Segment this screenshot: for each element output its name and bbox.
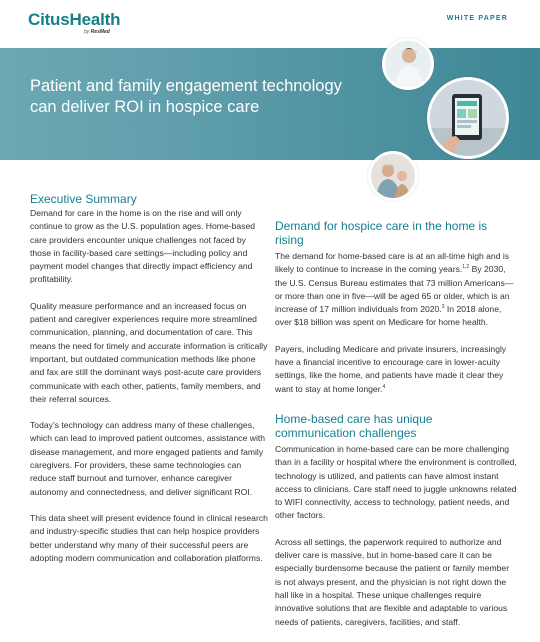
logo-subtitle — [84, 29, 110, 35]
communication-section-heading — [275, 412, 517, 440]
logo-brand: ResMed — [90, 29, 110, 35]
tablet-photo-illustration — [430, 80, 506, 156]
demand-paragraph-2 — [275, 343, 517, 396]
photo-family-circle — [368, 151, 418, 201]
summary-paragraph-2: Quality measure performance and an increased focus on patient and caregiver experiences require more streamlined communication, planning, and documentation of care. This means the need for timely and accurate information is critically important, but outdated communication methods like phone and fax are still the dominant ways post-acute care providers communicate with each other, patients, family members, and their referral sources. — [30, 300, 268, 404]
footnote-ref: 1,2 — [462, 264, 470, 271]
left-column — [30, 192, 268, 578]
demand-text-c: In 2018 alone, over $18 billion was spent on Medicare for home health. — [275, 304, 502, 328]
citushealth-logo — [28, 10, 121, 35]
summary-paragraph-1: Demand for care in the home is on the rise and will only continue to grow as the U.S. population ages. Home-based care providers encounter unique challenges not faced by those in facility-based care settings—including policy and payment model changes that directly impact efficiency and profitability. — [30, 208, 256, 285]
heading-line-2: communication challenges — [275, 425, 417, 440]
logo-by: by — [84, 29, 90, 35]
caregiver-photo-illustration — [385, 41, 431, 87]
title-line-2: can deliver ROI in hospice care — [30, 98, 260, 116]
heading-line-1: Home-based care has unique — [275, 411, 433, 426]
summary-paragraph-3: Today’s technology can address many of these challenges, which can lead to improved patient outcomes, assistance with disease management, and more engaged patients and family caregivers. For providers, these same technologies can reduce staff burnout and turnover, enhance caregiver autonomy and connectedness, and deliver significant ROI. — [30, 420, 266, 497]
logo-text: CitusHealth — [28, 10, 121, 29]
document-type-label: WHITE PAPER — [446, 15, 508, 22]
page-header — [0, 0, 540, 48]
demand-section-heading: Demand for hospice care in the home is rising — [275, 219, 488, 247]
communication-paragraph-2: Across all settings, the paperwork required to authorize and deliver care is massive, but in home-based care it can be especially burdensome because the patient or family member is not always present, and the physician is not right down the hall like in a hospital. These unique challenges require innovative solutions that are flexible and adaptable to various needs of patients, caregivers, facilities, and staff. — [275, 536, 510, 627]
payers-text: Payers, including Medicare and private insurers, increasingly have a financial incentive to encourage care in lower-acuity settings, like the home, and patients have made it clear they want to stay at home longer. — [275, 343, 507, 394]
photo-caregiver-circle — [382, 38, 434, 90]
executive-summary-heading: Executive Summary — [30, 192, 137, 206]
communication-paragraph-1: Communication in home-based care can be more challenging than in a facility or hospital where the environment is controlled, technology is utilized, and patients can have almost instant access to clinicians. Care staff need to juggle unknowns related to WIFI connectivity, access to technology, patient needs, and other factors. — [275, 443, 517, 521]
footnote-ref: 4 — [382, 383, 386, 390]
summary-paragraph-4: This data sheet will present evidence found in clinical research and industry-specific studies that can help hospice providers better understand why many of their successful peers are adopting modern communication and collaboration platforms. — [30, 512, 268, 563]
footnote-ref: 3 — [441, 304, 445, 311]
photo-tablet-circle — [427, 77, 509, 159]
demand-text-a: The demand for home-based care is at an all-time high and is likely to continue to increase in the coming years. — [275, 251, 510, 275]
title-line-1: Patient and family engagement technology — [30, 77, 342, 95]
demand-paragraph-1 — [275, 250, 517, 330]
family-photo-illustration — [371, 154, 415, 198]
document-title — [30, 76, 370, 118]
demand-text-b: By 2030, the U.S. Census Bureau estimates that 73 million Americans—or more than one in five—will be aged 65 or older, which is an increase of 17 million individuals from 2020. — [275, 264, 514, 315]
right-column — [275, 219, 517, 642]
